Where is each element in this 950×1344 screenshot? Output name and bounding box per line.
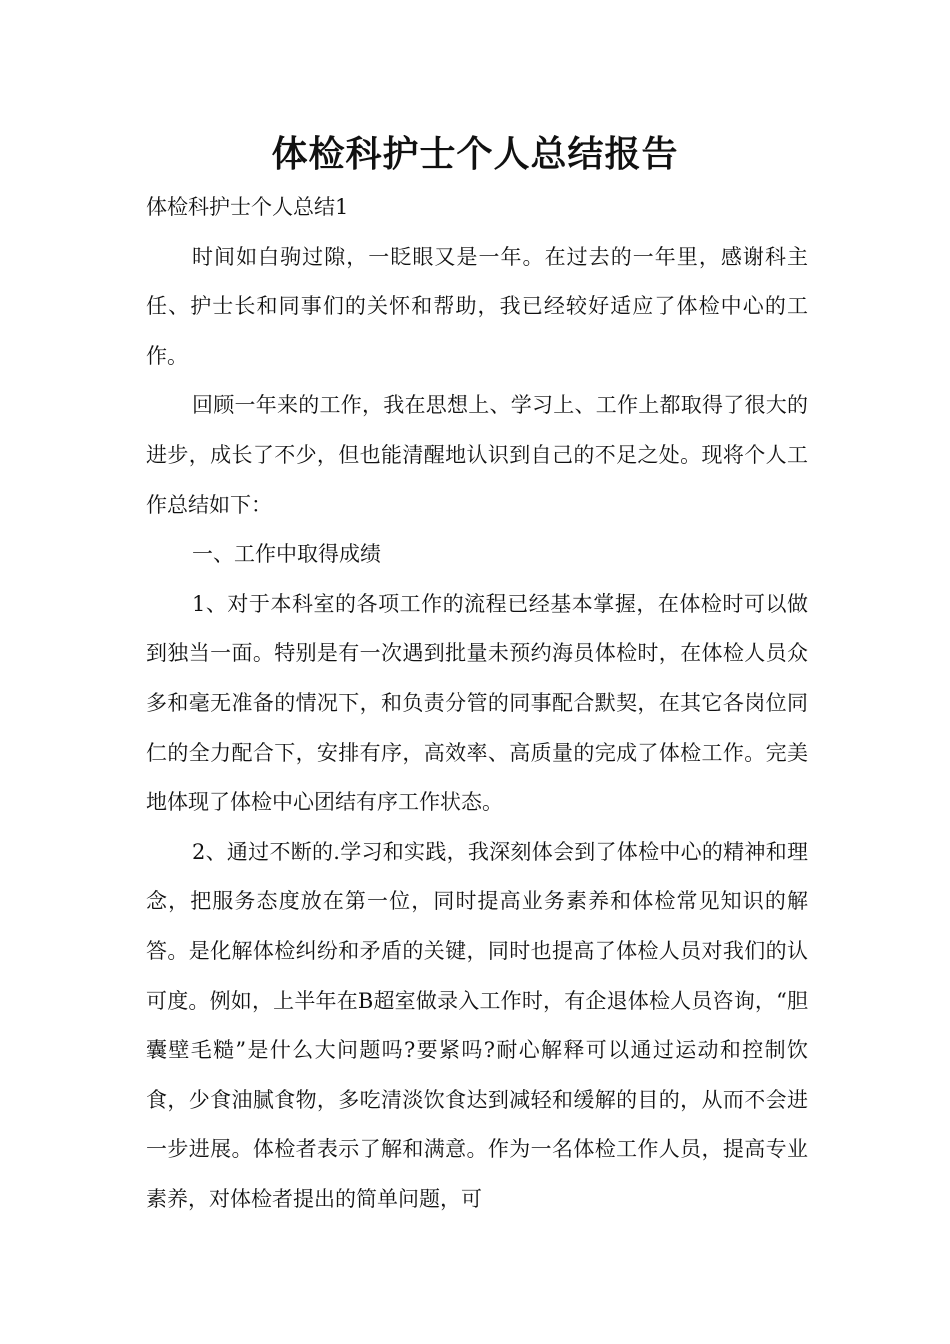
paragraph-review: 回顾一年来的工作，我在思想上、学习上、工作上都取得了很大的进步，成长了不少，但也能清醒地认识到自己的不足之处。现将个人工作总结如下： [146,393,808,517]
section-subtitle: 体检科护士个人总结1 [146,195,349,219]
section-heading-achievements: 一、工作中取得成绩 [192,542,381,567]
paragraph-item-1: 1、对于本科室的各项工作的流程已经基本掌握，在体检时可以做到独当一面。特别是有一次遇到批量未预约海员体检时，在体检人员众多和毫无准备的情况下，和负责分管的同事配合默契，在其它各岗位同仁的全力配合下，安排有序，高效率、高质量的完成了体检工作。完美地体现了体检中心团结有序工作状态。 [146,591,808,815]
paragraph-intro: 时间如白驹过隙，一眨眼又是一年。在过去的一年里，感谢科主任、护士长和同事们的关怀和帮助，我已经较好适应了体检中心的工作。 [146,244,808,368]
document-body [146,183,808,1224]
paragraph-item-2: 2、通过不断的.学习和实践，我深刻体会到了体检中心的精神和理念，把服务态度放在第一位，同时提高业务素养和体检常见知识的解答。是化解体检纠纷和矛盾的关键，同时也提高了体检人员对我们的认可度。例如，上半年在B超室做录入工作时，有企退体检人员咨询，“胆囊壁毛糙”是什么大问题吗?要紧吗?耐心解释可以通过运动和控制饮食，少食油腻食物，多吃清淡饮食达到减轻和缓解的目的，从而不会进一步进展。体检者表示了解和满意。作为一名体检工作人员，提高专业素养，对体检者提出的简单问题，可 [146,839,808,1211]
document-title: 体检科护士个人总结报告 [271,133,679,175]
